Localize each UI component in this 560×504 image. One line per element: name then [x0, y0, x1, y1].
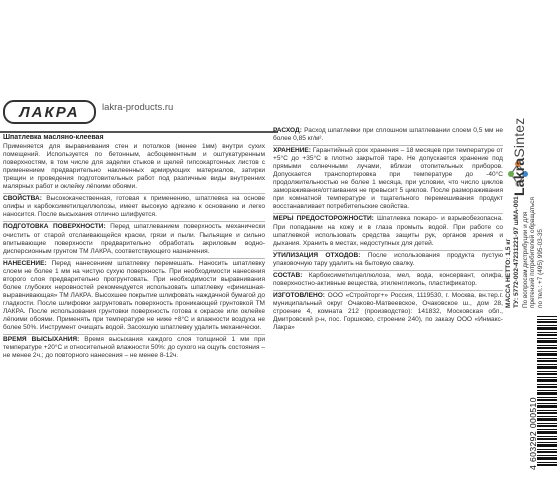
barcode-digits: 4 603292 000510: [528, 397, 538, 470]
disposal-section: УТИЛИЗАЦИЯ ОТХОДОВ: После использования продукта пустую упаковочную тару удалить на бытовую свалку.: [273, 252, 503, 271]
website-text: lakra-products.ru: [102, 102, 174, 113]
contact-info: По вопросам дистрибуции и для претензий потребителей обращаться по тел.: +7 (495) 995-03-35: [522, 197, 544, 308]
properties-section: СВОЙСТВА: Высококачественная, готовая к применению, шпатлевка на основе олифы и карбоксиметилцеллюлозы, имеет высокую адгезию к основанию и легко наносится. После высыхания отлично шлифуется.: [3, 195, 265, 222]
product-label: [0, 78, 560, 470]
intro-text: Применяется для выравнивания стен и потолков (менее 1мм) внутри сухих помещений. Используется по бетонным, асбоцементным и оштукатуренным поверхностям, в том числе для заделки стыков и щелей гипсокартонных листов с применением предварительно наклеенных армирующих материалов, затирки трещин и проведения подготовительных работ под различные виды внутренних малярных работ и оклейку лёгкими обоями.: [3, 143, 265, 194]
product-title: Шпатлевка масляно-клеевая: [3, 134, 104, 141]
left-column: [3, 134, 265, 363]
composition-section: СОСТАВ: Карбоксиметилцеллюлоза, мел, вода, консервант, олифа, поверхностно-активные вещества, этиленгликоль, пластификатор.: [273, 272, 503, 291]
barcode: [537, 316, 557, 466]
manufacturer-section: ИЗГОТОВЛЕНО: ООО «Стройторг+» Россия, 1119530, г. Москва, вн.тер.г. муниципальный округ Очаково-Матвеевское, Очаковское ш., дом 28, строение 4, комната 212 (производство): 141832, Московская обл., Дмитровский р-н, пос. Горшково, строение 240), по заказу ООО «Инмакс-Лакра»: [273, 291, 503, 332]
drying-section: ВРЕМЯ ВЫСЫХАНИЯ: Время высыхания каждого слоя толщиной 1 мм при температуре +20°С и относительной влажности 50%: до сухого на ощупь состояния – не менее 2ч.; до повторного нанесения – не менее 8-12ч.: [3, 336, 265, 360]
consumption-section: РАСХОД: Расход шпатлевки при сплошном шпатлевании слоем 0,5 мм не более 0,85 кг/м².: [273, 127, 503, 146]
barcode-bars: [537, 316, 557, 466]
apply-section: НАНЕСЕНИЕ: Перед нанесением шпатлевку перемешать. Наносить шпатлевку слоем не более 1 мм на чистую сухую поверхность. При необходимости нанесения второго слоя предварительно прогрунтовать. При необходимости выравнивания более глубоких неровностей рекомендуется использовать шпатлевку «финишная-выравнивающая» ТМ ЛАКРА. Высохшее покрытие шлифовать наждачной бумагой до гладкости. После шлифовки загрунтовать поверхность проникающей грунтовкой ТМ ЛАКРА. После использования грунтовки поверхность готова к окраске или оклейке лёгкими обоями. Применять при температуре не ниже +8°С и влажности воздуха не более 50%. Инструмент очищать водой. Засохшую шпатлевку удалить механически.: [3, 260, 265, 335]
right-column: [273, 127, 503, 335]
prep-section: ПОДГОТОВКА ПОВЕРХНОСТИ: Перед шпатлеванием поверхность механически очистить от старой отслаивающейся краски, грязи и пыли. Пыльящие и сильно впитывающие поверхности предварительно обработать акриловым водно-дисперсионным грунтом ТМ ЛАКРА, соответствующего назначения.: [3, 223, 265, 258]
safety-section: МЕРЫ ПРЕДОСТОРОЖНОСТИ: Шпатлевка пожаро- и взрывобезопасна. При попадании на кожу и в глаза промыть водой. При работе со шпатлевкой использовать средства защиты рук, органов зрения и дыхания. Хранить в местах, недоступных для детей.: [273, 215, 503, 250]
divider: [0, 131, 278, 133]
mass-and-tu: МАССА НЕТТО: 1,5 кг ТУ: 5772-002-47231221-97 шМА-001: [505, 196, 520, 308]
storage-section: ХРАНЕНИЕ: Гарантийный срок хранения – 18 месяцев при температуре от +5°С до +35°С в плотно закрытой таре. Не допускается хранение под прямыми солнечными лучами, вблизи отопительных приборов. Допускается транспортировка при температуре до -40°С продолжительностью не более 1 месяца, при условии, что число циклов замораживания/оттаивания не превысит 5 циклов. После размораживания при комнатной температуре и тщательного перемешивания продукт восстанавливает потребительские свойства.: [273, 147, 503, 214]
vertical-brand: LakraSintez: [511, 117, 527, 196]
lakra-logo: ЛАКРА: [3, 100, 96, 124]
